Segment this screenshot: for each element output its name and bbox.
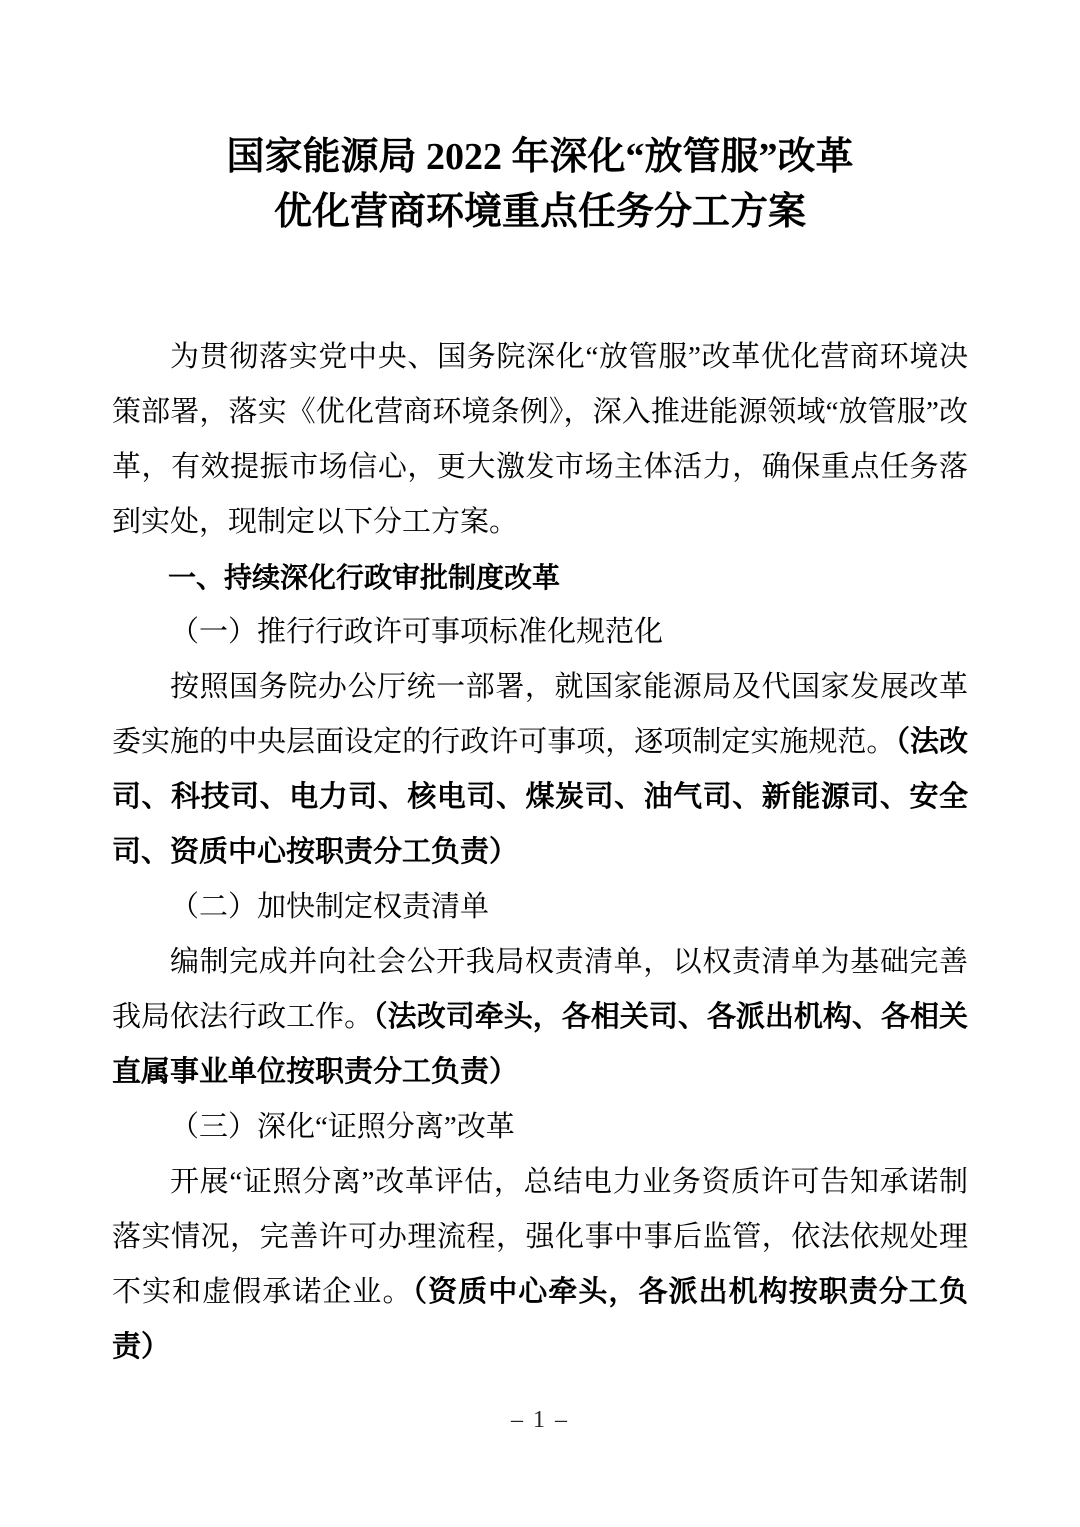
section-1-heading: 一、持续深化行政审批制度改革	[168, 562, 561, 593]
subsection-1-task-text: 按照国务院办公厅统一部署，就国家能源局及代国家发展改革委实施的中央层面设定的行政许可事项，逐项制定实施规范。	[112, 671, 968, 758]
subsection-3-paragraph	[112, 1155, 968, 1375]
subsection-2-paragraph	[112, 935, 968, 1100]
subsection-1-assignment-note: （法改司、科技司、电力司、核电司、煤炭司、油气司、新能源司、安全司、资质中心按职责分工负责）	[112, 726, 968, 868]
title-line-1: 国家能源局 2022 年深化“放管服”改革	[226, 136, 854, 178]
title-line-2: 优化营商环境重点任务分工方案	[273, 191, 806, 233]
subsection-2-assignment-note: （法改司牵头，各相关司、各派出机构、各相关直属事业单位按职责分工负责）	[112, 1001, 968, 1088]
subsection-3-heading: （三）深化“证照分离”改革	[170, 1111, 515, 1143]
subsection-3-task-text: 开展“证照分离”改革评估，总结电力业务资质许可告知承诺制落实情况，完善许可办理流程，强化事中事后监管，依法依规处理不实和虚假承诺企业。	[112, 1166, 968, 1308]
page-footer	[0, 1405, 1080, 1435]
document-title	[112, 130, 968, 240]
subsection-3-assignment-note: （资质中心牵头，各派出机构按职责分工负责）	[112, 1276, 968, 1363]
subsection-2-heading: （二）加快制定权责清单	[170, 891, 490, 923]
subsection-1-heading: （一）推行行政许可事项标准化规范化	[170, 616, 664, 648]
page-number: – 1 –	[511, 1407, 569, 1433]
subsection-2-task-text: 编制完成并向社会公开我局权责清单，以权责清单为基础完善我局依法行政工作。	[112, 946, 968, 1033]
subsection-1-paragraph	[112, 660, 968, 880]
intro-paragraph: 为贯彻落实党中央、国务院深化“放管服”改革优化营商环境决策部署，落实《优化营商环境条例》，深入推进能源领域“放管服”改革，有效提振市场信心，更大激发市场主体活力，确保重点任务落到实处，现制定以下分工方案。	[112, 341, 968, 538]
